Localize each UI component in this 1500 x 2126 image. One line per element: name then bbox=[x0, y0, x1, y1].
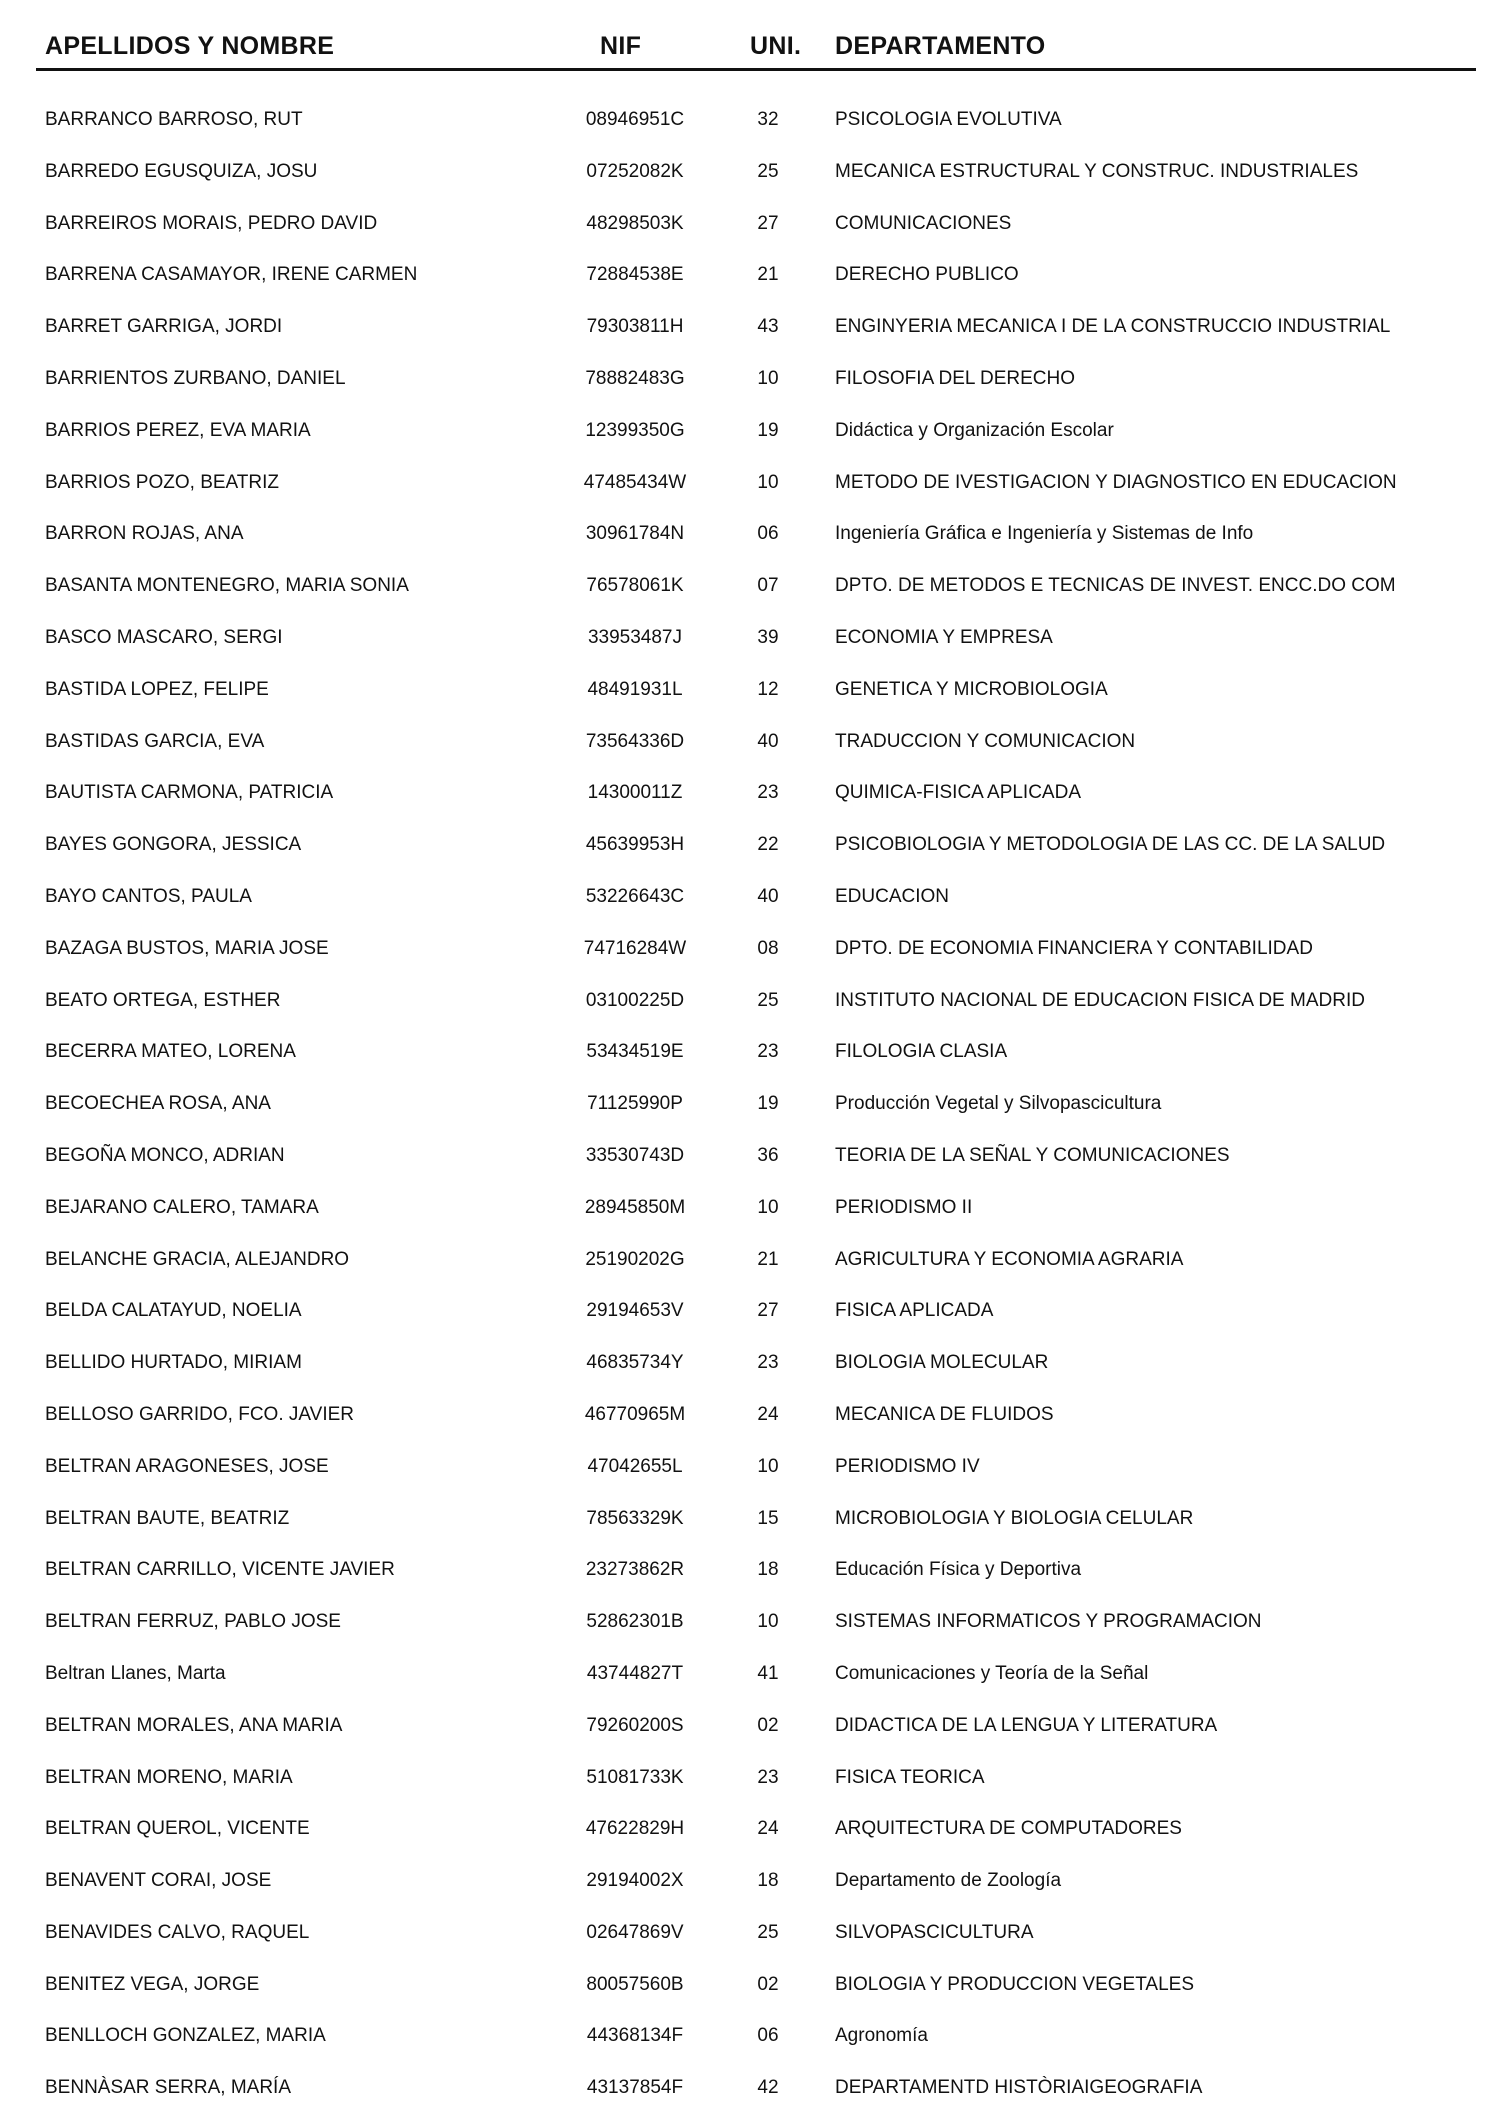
cell-name: BENITEZ VEGA, JORGE bbox=[45, 1973, 260, 1995]
cell-name: BARRENA CASAMAYOR, IRENE CARMEN bbox=[45, 264, 418, 286]
table-row bbox=[0, 1081, 1500, 1133]
cell-name: BELLIDO HURTADO, MIRIAM bbox=[45, 1352, 302, 1374]
cell-uni: 10 bbox=[757, 1611, 779, 1633]
cell-nif: 47622829H bbox=[585, 1818, 685, 1840]
table-row bbox=[0, 926, 1500, 978]
cell-name: BEGOÑA MONCO, ADRIAN bbox=[45, 1144, 285, 1166]
cell-department: PSICOLOGIA EVOLUTIVA bbox=[835, 109, 1062, 130]
cell-department: DERECHO PUBLICO bbox=[835, 264, 1019, 286]
table-row bbox=[0, 356, 1500, 408]
cell-name: BARREDO EGUSQUIZA, JOSU bbox=[45, 160, 318, 182]
table-row bbox=[0, 1806, 1500, 1858]
table-row bbox=[0, 1496, 1500, 1548]
cell-department: ARQUITECTURA DE COMPUTADORES bbox=[835, 1818, 1182, 1840]
column-header-name: APELLIDOS Y NOMBRE bbox=[45, 32, 335, 60]
table-row bbox=[0, 822, 1500, 874]
cell-department: Ingeniería Gráfica e Ingeniería y Sistemas de Info bbox=[835, 523, 1254, 545]
cell-department: INSTITUTO NACIONAL DE EDUCACION FISICA DE MADRID bbox=[835, 989, 1365, 1011]
cell-nif: 72884538E bbox=[586, 264, 684, 286]
cell-department: TRADUCCION Y COMUNICACION bbox=[835, 730, 1136, 752]
cell-uni: 18 bbox=[757, 1559, 779, 1581]
cell-nif: 45639953H bbox=[585, 834, 685, 856]
cell-name: BELTRAN MORALES, ANA MARIA bbox=[45, 1714, 343, 1736]
cell-name: BARRET GARRIGA, JORDI bbox=[45, 316, 283, 338]
cell-nif: 74716284W bbox=[583, 937, 687, 959]
cell-uni: 23 bbox=[757, 782, 779, 804]
cell-nif: 44368134F bbox=[586, 2025, 684, 2047]
table-row bbox=[0, 2013, 1500, 2065]
cell-uni: 43 bbox=[757, 316, 779, 338]
cell-name: BAUTISTA CARMONA, PATRICIA bbox=[45, 782, 334, 804]
cell-nif: 46770965M bbox=[584, 1403, 686, 1425]
cell-department: MECANICA ESTRUCTURAL Y CONSTRUC. INDUSTRIALES bbox=[835, 160, 1359, 182]
table-row bbox=[0, 304, 1500, 356]
cell-nif: 33953487J bbox=[587, 626, 683, 648]
cell-uni: 08 bbox=[757, 937, 779, 959]
table-row bbox=[0, 1962, 1500, 2014]
cell-department: METODO DE IVESTIGACION Y DIAGNOSTICO EN EDUCACION bbox=[835, 471, 1397, 493]
cell-name: BASCO MASCARO, SERGI bbox=[45, 626, 283, 648]
cell-name: Beltran Llanes, Marta bbox=[45, 1662, 226, 1684]
table-row bbox=[0, 1755, 1500, 1807]
cell-nif: 79303811H bbox=[586, 316, 684, 338]
cell-uni: 40 bbox=[757, 885, 779, 907]
cell-nif: 30961784N bbox=[585, 523, 685, 545]
cell-uni: 18 bbox=[757, 1870, 779, 1892]
cell-name: BARRON ROJAS, ANA bbox=[45, 523, 244, 545]
table-row bbox=[0, 97, 1500, 149]
cell-department: DEPARTAMENTD HISTÒRIAIGEOGRAFIA bbox=[835, 2077, 1203, 2099]
cell-uni: 25 bbox=[757, 1921, 779, 1943]
cell-uni: 19 bbox=[757, 1093, 779, 1115]
cell-uni: 07 bbox=[757, 575, 779, 597]
cell-uni: 42 bbox=[757, 2077, 779, 2099]
cell-name: BASTIDAS GARCIA, EVA bbox=[45, 730, 265, 752]
cell-department: Producción Vegetal y Silvopascicultura bbox=[835, 1093, 1162, 1115]
cell-department: DPTO. DE METODOS E TECNICAS DE INVEST. ENCC.DO COM bbox=[835, 575, 1396, 597]
cell-uni: 27 bbox=[757, 1300, 779, 1322]
table-row bbox=[0, 1392, 1500, 1444]
table-row bbox=[0, 1237, 1500, 1289]
cell-name: BARRANCO BARROSO, RUT bbox=[45, 109, 303, 130]
cell-department: FISICA APLICADA bbox=[835, 1300, 994, 1322]
table-row bbox=[0, 252, 1500, 304]
cell-uni: 25 bbox=[757, 989, 779, 1011]
cell-uni: 24 bbox=[757, 1403, 779, 1425]
cell-name: BECERRA MATEO, LORENA bbox=[45, 1041, 296, 1063]
cell-name: BENLLOCH GONZALEZ, MARIA bbox=[45, 2025, 326, 2047]
cell-name: BARRIENTOS ZURBANO, DANIEL bbox=[45, 367, 346, 389]
cell-department: Departamento de Zoología bbox=[835, 1870, 1062, 1892]
cell-nif: 25190202G bbox=[585, 1248, 685, 1270]
table-row bbox=[0, 1547, 1500, 1599]
cell-nif: 33530743D bbox=[585, 1144, 685, 1166]
cell-name: BENNÀSAR SERRA, MARÍA bbox=[45, 2077, 291, 2099]
column-header-department: DEPARTAMENTO bbox=[835, 32, 1046, 60]
cell-uni: 36 bbox=[757, 1144, 779, 1166]
table-row bbox=[0, 615, 1500, 667]
cell-nif: 51081733K bbox=[586, 1766, 684, 1788]
cell-nif: 28945850M bbox=[584, 1196, 686, 1218]
cell-department: GENETICA Y MICROBIOLOGIA bbox=[835, 678, 1108, 700]
cell-name: BECOECHEA ROSA, ANA bbox=[45, 1093, 271, 1115]
table-row bbox=[0, 2065, 1500, 2117]
cell-uni: 41 bbox=[757, 1662, 779, 1684]
cell-nif: 07252082K bbox=[586, 160, 684, 182]
cell-name: BAYES GONGORA, JESSICA bbox=[45, 834, 302, 856]
cell-uni: 10 bbox=[757, 1455, 779, 1477]
cell-name: BAYO CANTOS, PAULA bbox=[45, 885, 252, 907]
cell-uni: 06 bbox=[757, 2025, 779, 2047]
cell-department: DIDACTICA DE LA LENGUA Y LITERATURA bbox=[835, 1714, 1218, 1736]
cell-nif: 08946951C bbox=[585, 109, 685, 130]
table-row bbox=[0, 978, 1500, 1030]
cell-name: BASANTA MONTENEGRO, MARIA SONIA bbox=[45, 575, 409, 597]
cell-nif: 02647869V bbox=[586, 1921, 684, 1943]
cell-name: BELLOSO GARRIDO, FCO. JAVIER bbox=[45, 1403, 354, 1425]
header-divider bbox=[36, 68, 1476, 71]
cell-uni: 40 bbox=[757, 730, 779, 752]
cell-department: AGRICULTURA Y ECONOMIA AGRARIA bbox=[835, 1248, 1184, 1270]
cell-name: BASTIDA LOPEZ, FELIPE bbox=[45, 678, 269, 700]
cell-uni: 39 bbox=[757, 626, 779, 648]
table-body bbox=[0, 97, 1500, 2117]
cell-department: Educación Física y Deportiva bbox=[835, 1559, 1082, 1581]
cell-name: BARRIOS PEREZ, EVA MARIA bbox=[45, 419, 311, 441]
cell-department: FILOSOFIA DEL DERECHO bbox=[835, 367, 1076, 389]
table-row bbox=[0, 874, 1500, 926]
table-row bbox=[0, 1133, 1500, 1185]
table-row bbox=[0, 460, 1500, 512]
table-row bbox=[0, 408, 1500, 460]
cell-name: BENAVIDES CALVO, RAQUEL bbox=[45, 1921, 310, 1943]
table-row bbox=[0, 1858, 1500, 1910]
cell-department: QUIMICA-FISICA APLICADA bbox=[835, 782, 1081, 804]
cell-uni: 02 bbox=[757, 1973, 779, 1995]
table-row bbox=[0, 1288, 1500, 1340]
cell-department: MICROBIOLOGIA Y BIOLOGIA CELULAR bbox=[835, 1507, 1194, 1529]
cell-department: FILOLOGIA CLASIA bbox=[835, 1041, 1008, 1063]
cell-name: BEJARANO CALERO, TAMARA bbox=[45, 1196, 319, 1218]
cell-uni: 15 bbox=[757, 1507, 779, 1529]
cell-nif: 14300011Z bbox=[587, 782, 683, 804]
cell-uni: 23 bbox=[757, 1041, 779, 1063]
cell-department: DPTO. DE ECONOMIA FINANCIERA Y CONTABILIDAD bbox=[835, 937, 1313, 959]
cell-nif: 29194653V bbox=[586, 1300, 684, 1322]
cell-uni: 21 bbox=[757, 1248, 779, 1270]
cell-uni: 10 bbox=[757, 367, 779, 389]
column-header-nif: NIF bbox=[600, 32, 642, 60]
cell-name: BARREIROS MORAIS, PEDRO DAVID bbox=[45, 212, 378, 234]
cell-nif: 71125990P bbox=[587, 1093, 683, 1115]
table-row bbox=[0, 201, 1500, 253]
cell-nif: 47485434W bbox=[583, 471, 687, 493]
cell-department: ECONOMIA Y EMPRESA bbox=[835, 626, 1053, 648]
cell-nif: 78563329K bbox=[586, 1507, 684, 1529]
table-row bbox=[0, 667, 1500, 719]
cell-uni: 25 bbox=[757, 160, 779, 182]
cell-department: MECANICA DE FLUIDOS bbox=[835, 1403, 1054, 1425]
table-row bbox=[0, 511, 1500, 563]
table-row bbox=[0, 1444, 1500, 1496]
cell-department: Agronomía bbox=[835, 2025, 928, 2047]
cell-name: BELANCHE GRACIA, ALEJANDRO bbox=[45, 1248, 350, 1270]
cell-nif: 46835734Y bbox=[586, 1352, 684, 1374]
cell-name: BELTRAN QUEROL, VICENTE bbox=[45, 1818, 310, 1840]
cell-department: PSICOBIOLOGIA Y METODOLOGIA DE LAS CC. DE LA SALUD bbox=[835, 834, 1386, 856]
cell-uni: 12 bbox=[757, 678, 779, 700]
cell-nif: 12399350G bbox=[585, 419, 685, 441]
cell-uni: 32 bbox=[757, 109, 779, 130]
cell-uni: 10 bbox=[757, 471, 779, 493]
cell-nif: 48298503K bbox=[586, 212, 684, 234]
cell-department: SILVOPASCICULTURA bbox=[835, 1921, 1034, 1943]
cell-nif: 43744827T bbox=[586, 1662, 684, 1684]
cell-nif: 73564336D bbox=[585, 730, 685, 752]
cell-uni: 06 bbox=[757, 523, 779, 545]
cell-nif: 03100225D bbox=[585, 989, 685, 1011]
table-row bbox=[0, 1340, 1500, 1392]
cell-name: BELTRAN ARAGONESES, JOSE bbox=[45, 1455, 329, 1477]
cell-department: ENGINYERIA MECANICA I DE LA CONSTRUCCIO INDUSTRIAL bbox=[835, 316, 1391, 338]
table-row bbox=[0, 149, 1500, 201]
cell-nif: 53434519E bbox=[586, 1041, 684, 1063]
cell-nif: 29194002X bbox=[586, 1870, 684, 1892]
cell-uni: 21 bbox=[757, 264, 779, 286]
cell-department: TEORIA DE LA SEÑAL Y COMUNICACIONES bbox=[835, 1144, 1230, 1166]
table-header bbox=[0, 28, 1500, 68]
cell-name: BAZAGA BUSTOS, MARIA JOSE bbox=[45, 937, 329, 959]
cell-nif: 76578061K bbox=[586, 575, 684, 597]
cell-department: FISICA TEORICA bbox=[835, 1766, 985, 1788]
cell-name: BELTRAN BAUTE, BEATRIZ bbox=[45, 1507, 290, 1529]
cell-department: SISTEMAS INFORMATICOS Y PROGRAMACION bbox=[835, 1611, 1262, 1633]
table-row bbox=[0, 1651, 1500, 1703]
cell-name: BELTRAN FERRUZ, PABLO JOSE bbox=[45, 1611, 341, 1633]
cell-department: BIOLOGIA Y PRODUCCION VEGETALES bbox=[835, 1973, 1194, 1995]
cell-nif: 52862301B bbox=[586, 1611, 684, 1633]
cell-name: BELTRAN MORENO, MARIA bbox=[45, 1766, 293, 1788]
cell-uni: 02 bbox=[757, 1714, 779, 1736]
cell-department: PERIODISMO II bbox=[835, 1196, 973, 1218]
table-row bbox=[0, 1703, 1500, 1755]
cell-name: BELTRAN CARRILLO, VICENTE JAVIER bbox=[45, 1559, 395, 1581]
cell-department: PERIODISMO IV bbox=[835, 1455, 980, 1477]
cell-uni: 24 bbox=[757, 1818, 779, 1840]
table-row bbox=[0, 1910, 1500, 1962]
table-row bbox=[0, 1185, 1500, 1237]
cell-nif: 78882483G bbox=[585, 367, 685, 389]
column-header-uni: UNI. bbox=[750, 32, 802, 60]
cell-nif: 47042655L bbox=[587, 1455, 683, 1477]
cell-uni: 27 bbox=[757, 212, 779, 234]
table-row bbox=[0, 770, 1500, 822]
cell-uni: 23 bbox=[757, 1766, 779, 1788]
cell-name: BELDA CALATAYUD, NOELIA bbox=[45, 1300, 302, 1322]
table-row bbox=[0, 719, 1500, 771]
cell-department: Comunicaciones y Teoría de la Señal bbox=[835, 1662, 1149, 1684]
cell-department: EDUCACION bbox=[835, 885, 950, 907]
table-row bbox=[0, 1029, 1500, 1081]
cell-nif: 53226643C bbox=[585, 885, 685, 907]
cell-department: COMUNICACIONES bbox=[835, 212, 1012, 234]
cell-nif: 79260200S bbox=[586, 1714, 684, 1736]
cell-nif: 48491931L bbox=[587, 678, 683, 700]
cell-uni: 22 bbox=[757, 834, 779, 856]
cell-nif: 43137854F bbox=[586, 2077, 684, 2099]
table-row bbox=[0, 1599, 1500, 1651]
cell-name: BENAVENT CORAI, JOSE bbox=[45, 1870, 272, 1892]
cell-uni: 23 bbox=[757, 1352, 779, 1374]
cell-nif: 80057560B bbox=[586, 1973, 684, 1995]
cell-department: Didáctica y Organización Escolar bbox=[835, 419, 1114, 441]
cell-name: BARRIOS POZO, BEATRIZ bbox=[45, 471, 280, 493]
cell-name: BEATO ORTEGA, ESTHER bbox=[45, 989, 281, 1011]
cell-department: BIOLOGIA MOLECULAR bbox=[835, 1352, 1049, 1374]
cell-nif: 23273862R bbox=[585, 1559, 685, 1581]
cell-uni: 10 bbox=[757, 1196, 779, 1218]
cell-uni: 19 bbox=[757, 419, 779, 441]
table-row bbox=[0, 563, 1500, 615]
